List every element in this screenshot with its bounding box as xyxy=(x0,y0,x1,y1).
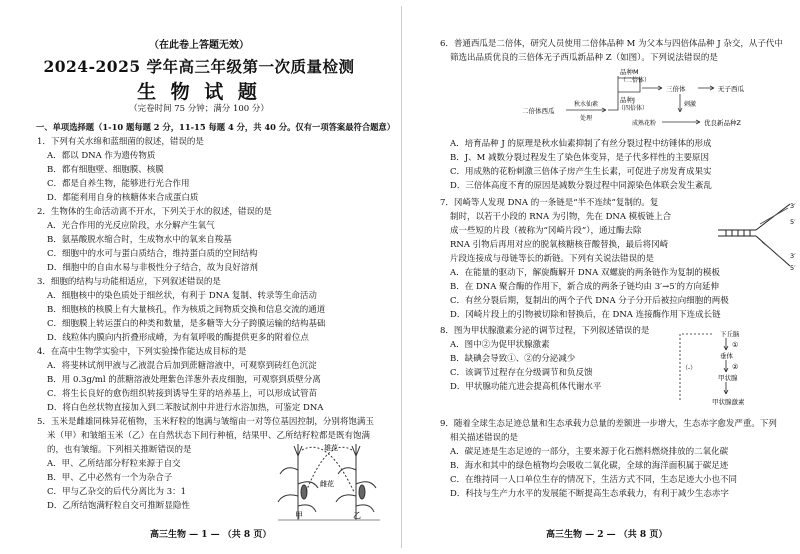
question-line: 5．玉米是雌雄同株异花植物，玉米籽粒的饱满与皱缩由一对等位基因控制，分别将饱满玉 xyxy=(37,417,374,427)
hormone-label-hypothalamus: 下丘脑 xyxy=(720,330,740,338)
question-line: 2．生物体的生命活动离不开水，下列关于水的叙述，错误的是 xyxy=(37,207,272,217)
option-line: D．冈崎片段上的引物被切除和替换后，在 DNA 连接酶作用下连成长链 xyxy=(450,310,721,320)
option-line: D．乙所结饱满籽粒自交可推断显隐性 xyxy=(47,501,190,511)
option-line: C．用成熟的花粉刺激三倍体子房产生生长素，可促进子房发育成果实 xyxy=(450,167,712,177)
exam-title: 2024-2025 学年高三年级第一次质量检测 xyxy=(43,57,355,76)
breed-label-colchicine: 秋水仙素 xyxy=(574,101,599,108)
question-line: 4．在高中生物学实验中，下列实验操作能达成目标的是 xyxy=(37,347,247,357)
breed-label-m2: （二倍体） xyxy=(620,77,651,84)
option-line: B．缺碘会导致①、②的分泌减少 xyxy=(450,354,576,364)
exam-notice: （在此卷上答题无效） xyxy=(149,40,249,51)
section-heading: 一、单项选择题（1-10 题每题 2 分，11-15 每题 4 分，共 40 分。仅有一项答案最符合题意） xyxy=(36,122,396,132)
option-line: D．三倍体高度不育的原因是减数分裂过程中同源染色体联会发生紊乱 xyxy=(450,181,712,191)
exam-info: （完卷时间 75 分钟；满分 100 分） xyxy=(129,104,269,114)
breeding-diagram xyxy=(522,66,792,136)
option-line: B．J、M 减数分裂过程发生了染色体变异，是子代多样性的主要原因 xyxy=(450,153,710,163)
hormone-label-pituitary: 垂体 xyxy=(720,352,733,360)
breed-label-m: 品种M xyxy=(620,68,639,76)
page-divider xyxy=(401,6,402,548)
breed-label-z: 优良新品种Z xyxy=(704,119,741,127)
replication-fork-figure xyxy=(716,196,800,274)
corn-label-b: 乙 xyxy=(353,511,361,520)
option-line: D．将白色丝状物直接加入到二苯胺试剂中并进行水浴加热，可鉴定 DNA xyxy=(47,403,324,413)
option-line: C．该调节过程存在分级调节和负反馈 xyxy=(450,368,593,378)
option-line: A．碳足迹是生态足迹的一部分，主要来源于化石燃料燃烧排放的二氧化碳 xyxy=(450,447,729,457)
question-line: 的，也有皱缩。下列相关推断错误的是 xyxy=(47,445,192,455)
option-line: A．都以 DNA 作为遗传物质 xyxy=(47,151,156,161)
breed-label-j2: （四倍体） xyxy=(618,105,649,112)
option-line: C．将生长良好的愈伤组织转接到诱导生芽的培养基上，可以形成试管苗 xyxy=(47,389,318,399)
footer-right: 高三生物 — 2 — （共 8 页） xyxy=(546,530,668,540)
breed-label-start: 二倍体西瓜 xyxy=(522,107,555,115)
option-line: C．细胞中的水可与蛋白质结合，维持蛋白质的空间结构 xyxy=(47,249,258,259)
fork-end-2: 5′ xyxy=(790,218,796,226)
option-line: B．海水和其中的绿色植物均会吸收二氧化碳，全球的海洋面积属于碳足迹 xyxy=(450,461,729,471)
page-left xyxy=(0,0,398,554)
footer-left: 高三生物 — 1 — （共 8 页） xyxy=(150,530,272,540)
hormone-label-2: ② xyxy=(732,363,739,371)
breed-label-pollen: 成熟花粉 xyxy=(632,120,657,127)
breed-label-seedless: 无子西瓜 xyxy=(718,85,744,93)
page-right xyxy=(406,0,800,554)
breed-label-triploid: 三倍体 xyxy=(666,85,686,93)
option-line: A．培育品种 J 的原理是秋水仙素抑制了有丝分裂过程中纺锤体的形成 xyxy=(450,139,712,149)
option-line: B．都有细胞壁、细胞膜、核膜 xyxy=(47,165,164,175)
option-line: A．细胞核中的染色质处于细丝状，有利于 DNA 复制、转录等生命活动 xyxy=(47,291,317,301)
hormone-label-1: ① xyxy=(732,341,739,349)
option-line: A．甲、乙所结部分籽粒来源于自交 xyxy=(47,459,181,469)
corn-label-a: 甲 xyxy=(295,511,303,520)
option-line: A．在能量的驱动下，解旋酶解开 DNA 双螺旋的两条链作为复制的模板 xyxy=(450,268,720,278)
question-line: 1．下列有关水绵和蓝细菌的叙述，错误的是 xyxy=(37,137,204,147)
option-line: B．细胞核的核膜上有大量核孔，作为核质之间物质交换和信息交流的通道 xyxy=(47,305,326,315)
subject-title: 生 物 试 题 xyxy=(137,81,261,103)
option-line: D．甲状腺功能亢进会提高机体代谢水平 xyxy=(450,382,602,392)
question-line: 8．图为甲状腺激素分泌的调节过程，下列叙述错误的是 xyxy=(440,326,650,336)
option-line: B．用 0.3g/ml 的蔗糖溶液处理紫色洋葱外表皮细胞，可观察到质壁分离 xyxy=(47,375,321,385)
option-line: C．有丝分裂后期，复制出的两个子代 DNA 分子分开后被拉向细胞的两极 xyxy=(450,296,729,306)
option-line: B．氨基酸脱水缩合时，生成物水中的氧来自羧基 xyxy=(47,235,232,245)
question-line: 3．细胞的结构与功能相适应，下列叙述错误的是 xyxy=(37,277,221,287)
corn-label-male-flower: 雄花 xyxy=(324,444,338,452)
option-line: D．科技与生产力水平的发展能不断提高生态承载力，有利于减少生态赤字 xyxy=(450,489,729,499)
question-line: 成一些短的片段（被称为“冈崎片段”），通过酶去除 xyxy=(450,226,642,236)
breed-label-stim: 刺激 xyxy=(684,101,697,108)
hormone-regulation-figure xyxy=(676,330,796,410)
option-line: A．光合作用的光反应阶段，水分解产生氧气 xyxy=(47,221,215,231)
hormone-label-thyroxine: 甲状腺激素 xyxy=(712,398,745,406)
question-line: 筛选出品质优良的三倍体无子西瓜新品种 Z（如图）。下列说法错误的是 xyxy=(450,53,718,63)
option-line: A．将斐林试剂甲液与乙液混合后加到蔗糖溶液中，可观察到砖红色沉淀 xyxy=(47,361,317,371)
breed-label-treat: 处理 xyxy=(580,115,593,122)
question-line: RNA 引物后再用对应的脱氧核糖核苷酸替换，最后将冈崎 xyxy=(450,240,669,250)
option-line: C．细胞膜上转运蛋白的种类和数量，是多糖等大分子跨膜运输的结构基础 xyxy=(47,319,326,329)
option-line: D．细胞中的自由水易与非极性分子结合，故为良好溶剂 xyxy=(47,263,258,273)
corn-label-female-flower: 雌花 xyxy=(320,480,334,488)
hormone-label-thyroid: 甲状腺 xyxy=(718,374,738,382)
question-line: 相关描述错误的是 xyxy=(450,433,519,443)
question-line: 7．冈崎等人发现 DNA 的一条链是“半不连续”复制的。复 xyxy=(440,198,659,208)
breed-label-j: 品种J xyxy=(620,96,635,104)
option-line: C．甲与乙杂交的后代分离比为 3：1 xyxy=(47,487,187,497)
fork-end-1: 3′ xyxy=(790,202,796,210)
fork-end-4: 5′ xyxy=(790,264,796,272)
question-line: 9．随着全球生态足迹总量和生态承载力总量的差额进一步增大，生态赤字愈发严重。下列 xyxy=(440,419,777,429)
option-line: B．甲、乙中必然有一个为杂合子 xyxy=(47,473,173,483)
hormone-label-feedback: （-） xyxy=(682,365,697,372)
corn-plant-figure xyxy=(268,440,392,524)
question-line: 片段连接成与母链等长的新链。下列有关说法错误的是 xyxy=(450,254,655,264)
question-line: 6．普通西瓜是二倍体，研究人员使用二倍体品种 M 为父本与四倍体品种 J 杂交，从子代中 xyxy=(440,39,783,49)
option-line: C．在维持同一人口单位生存的情况下，生活方式不同，生态足迹大小也不同 xyxy=(450,475,738,485)
question-line: 米（甲）和皱缩玉米（乙）在自然状态下间行种植，结果甲、乙所结籽粒都是既有饱满 xyxy=(47,431,371,441)
option-line: D．线粒体内膜向内折叠形成嵴，为有氧呼吸的酶提供更多的附着位点 xyxy=(47,333,309,343)
option-line: A．图中②为促甲状腺激素 xyxy=(450,340,550,350)
option-line: B．在 DNA 聚合酶的作用下，新合成的两条子链均由 3′→5′的方向延伸 xyxy=(450,282,720,292)
question-line: 制时，以若干小段的 RNA 为引物，先在 DNA 模板链上合 xyxy=(450,212,672,222)
fork-end-3: 3′ xyxy=(790,252,796,260)
option-line: C．都是自养生物，能够进行光合作用 xyxy=(47,179,190,189)
option-line: D．都能利用自身的核糖体来合成蛋白质 xyxy=(47,193,199,203)
